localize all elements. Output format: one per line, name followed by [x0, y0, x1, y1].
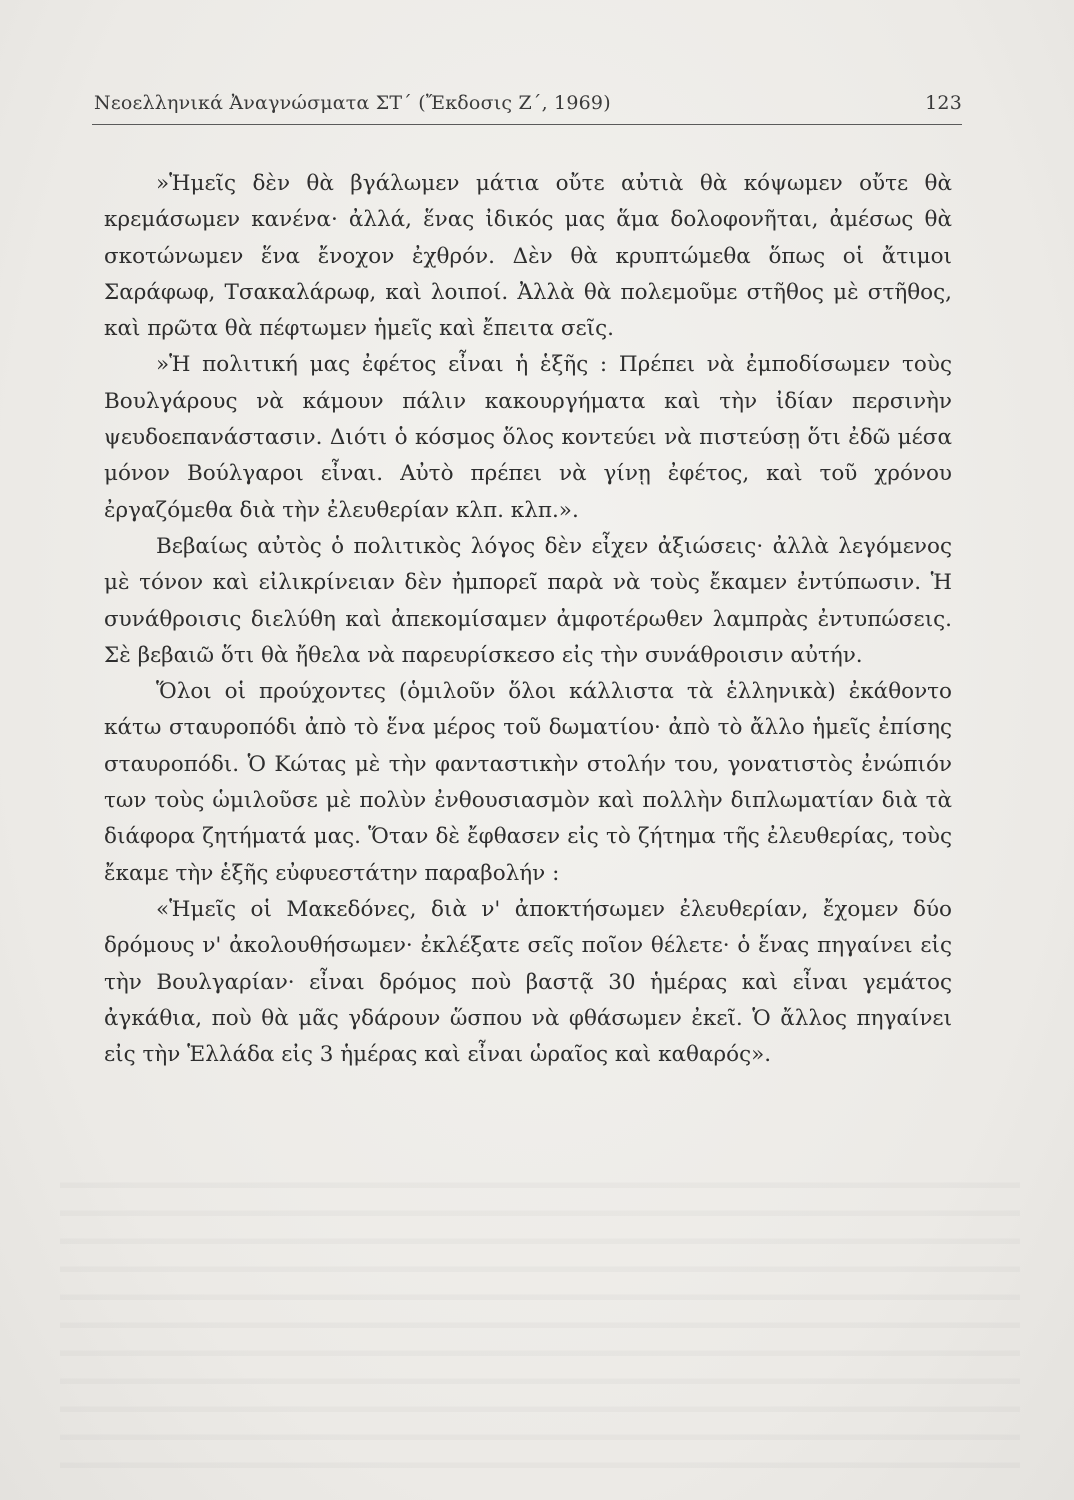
body-text	[104, 166, 952, 1073]
page-number: 123	[925, 92, 962, 114]
header-rule	[92, 124, 962, 125]
paragraph: Βεβαίως αὐτὸς ὁ πολιτικὸς λόγος δὲν εἶχεν ἀξιώσεις· ἀλλὰ λεγόμενος μὲ τόνον καὶ εἰλικρίνειαν δὲν ἠμπορεῖ παρὰ νὰ τοὺς ἔκαμεν ἐντύπωσιν. Ἡ συνάθροισις διελύθη καὶ ἀπεκομίσαμεν ἀμφοτέρωθεν λαμπρὰς ἐντυπώσεις. Σὲ βεβαιῶ ὅτι θὰ ἤθελα νὰ παρευρίσκεσο εἰς τὴν συνάθροισιν αὐτήν.	[104, 533, 952, 668]
paragraph: »Ἡ πολιτική μας ἐφέτος εἶναι ἡ ἑξῆς : Πρέπει νὰ ἐμποδίσωμεν τοὺς Βουλγάρους νὰ κάμουν πάλιν κακουργήματα καὶ τὴν ἰδίαν περσινὴν ψευδοεπανάστασιν. Διότι ὁ κόσμος ὅλος κοντεύει νὰ πιστεύσῃ ὅτι ἐδῶ μέσα μόνον Βούλγαροι εἶναι. Αὐτὸ πρέπει νὰ γίνῃ ἐφέτος, καὶ τοῦ χρόνου ἐργαζόμεθα διὰ τὴν ἐλευθερίαν κλπ. κλπ.».	[104, 352, 952, 523]
show-through-texture	[60, 1160, 1020, 1480]
book-title: Νεοελληνικά Ἀναγνώσματα ΣΤ΄ (Ἔκδοσις Ζ΄, 1969)	[94, 92, 611, 114]
paragraph: «Ἡμεῖς οἱ Μακεδόνες, διὰ ν' ἀποκτήσωμεν ἐλευθερίαν, ἔχομεν δύο δρόμους ν' ἀκολουθήσωμεν· ἐκλέξατε σεῖς ποῖον θέλετε· ὁ ἕνας πηγαίνει εἰς τὴν Βουλγαρίαν· εἶναι δρόμος ποὺ βαστᾷ 30 ἡμέρας καὶ εἶναι γεμάτος ἀγκάθια, ποὺ θὰ μᾶς γδάρουν ὥσπου νὰ φθάσωμεν ἐκεῖ. Ὁ ἄλλος πηγαίνει εἰς τὴν Ἑλλάδα εἰς 3 ἡμέρας καὶ εἶναι ὡραῖος καὶ καθαρός».	[104, 896, 952, 1068]
paragraph: »Ἡμεῖς δὲν θὰ βγάλωμεν μάτια οὔτε αὐτιὰ θὰ κόψωμεν οὔτε θὰ κρεμάσωμεν κανένα· ἀλλά, ἕνας ἰδικός μας ἅμα δολοφονῆται, ἀμέσως θὰ σκοτώνωμεν ἕνα ἔνοχον ἐχθρόν. Δὲν θὰ κρυπτώμεθα ὅπως οἱ ἄτιμοι Σαράφωφ, Τσακαλάρωφ, καὶ λοιποί. Ἀλλὰ θὰ πολεμοῦμε στῆθος μὲ στῆθος, καὶ πρῶτα θὰ πέφτωμεν ἡμεῖς καὶ ἔπειτα σεῖς.	[104, 171, 952, 342]
paragraph: Ὅλοι οἱ προύχοντες (ὁμιλοῦν ὅλοι κάλλιστα τὰ ἑλληνικὰ) ἐκάθοντο κάτω σταυροπόδι ἀπὸ τὸ ἕνα μέρος τοῦ δωματίου· ἀπὸ τὸ ἄλλο ἡμεῖς ἐπίσης σταυροπόδι. Ὁ Κώτας μὲ τὴν φανταστικὴν στολήν του, γονατιστὸς ἐνώπιόν των τοὺς ὡμιλοῦσε μὲ πολὺν ἐνθουσιασμὸν καὶ πολλὴν διπλωματίαν διὰ τὰ διάφορα ζητήματά μας. Ὅταν δὲ ἔφθασεν εἰς τὸ ζήτημα τῆς ἐλευθερίας, τοὺς ἔκαμε τὴν ἑξῆς εὐφυεστάτην παραβολήν :	[104, 679, 952, 886]
